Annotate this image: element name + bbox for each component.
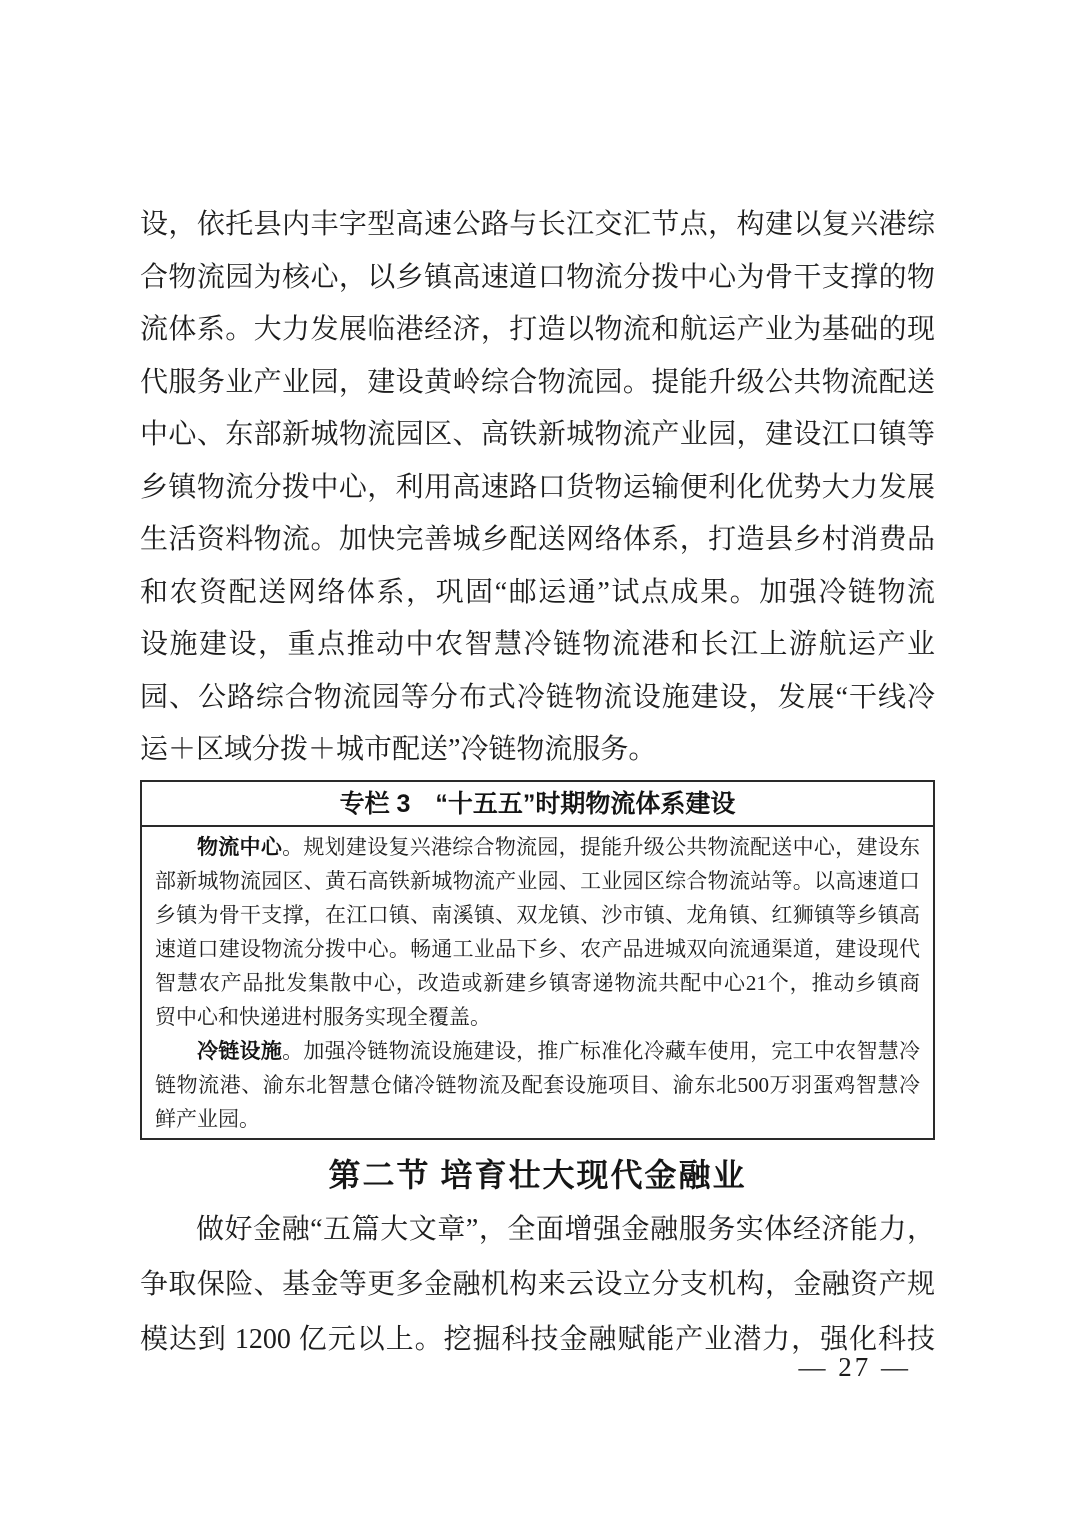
text-line: 流体系。大力发展临港经济，打造以物流和航运产业为基础的现 <box>140 314 935 345</box>
column-box-3 <box>140 780 935 1140</box>
text-line: 智慧农产品批发集散中心，改造或新建乡镇寄递物流共配中心21个，推动乡镇商 <box>155 970 920 995</box>
box-paragraph-lead: 冷链设施 <box>197 1039 283 1063</box>
text-line: 链物流港、渝东北智慧仓储冷链物流及配套设施项目、渝东北500万羽蛋鸡智慧冷 <box>155 1072 920 1097</box>
paragraph-finance <box>140 1202 935 1367</box>
page-content <box>140 0 935 1367</box>
text-line: 乡镇为骨干支撑，在江口镇、南溪镇、双龙镇、沙市镇、龙角镇、红狮镇等乡镇高 <box>155 902 920 927</box>
text-line: 速道口建设物流分拨中心。畅通工业品下乡、农产品进城双向流通渠道，建设现代 <box>155 936 920 961</box>
text-line: 部新城物流园区、黄石高铁新城物流产业园、工业园区综合物流站等。以高速道口 <box>155 868 920 893</box>
text-line: 园、公路综合物流园等分布式冷链物流设施建设，发展“干线冷 <box>140 681 935 713</box>
text-line: 代服务业产业园，建设黄岭综合物流园。提能升级公共物流配送 <box>140 366 935 398</box>
text-line: 争取保险、基金等更多金融机构来云设立分支机构，金融资产规 <box>140 1268 935 1300</box>
column-box-title: 专栏 3 “十五五”时期物流体系建设 <box>142 782 933 827</box>
text-line: 中心、东部新城物流园区、高铁新城物流产业园，建设江口镇等 <box>140 419 935 450</box>
text-line: 鲜产业园。 <box>155 1106 260 1131</box>
box-paragraph-text: 。加强冷链物流设施建设，推广标准化冷藏车使用，完工中农智慧冷 <box>282 1038 921 1063</box>
text-line: 运＋区域分拨＋城市配送”冷链物流服务。 <box>140 734 657 765</box>
box-paragraph-logistics-centers-first-line <box>155 830 920 864</box>
text-line: 合物流园为核心，以乡镇高速道口物流分拨中心为骨干支撑的物 <box>140 261 935 293</box>
box-paragraph-text: 。规划建设复兴港综合物流园，提能升级公共物流配送中心，建设东 <box>282 834 921 859</box>
text-line: 设施建设，重点推动中农智慧冷链物流港和长江上游航运产业 <box>140 629 935 660</box>
text-line: 模达到 1200 亿元以上。挖掘科技金融赋能产业潜力，强化科技 <box>140 1323 935 1355</box>
box-paragraph-lead: 物流中心 <box>197 835 283 859</box>
text-line: 做好金融“五篇大文章”，全面增强金融服务实体经济能力， <box>196 1213 935 1245</box>
text-line: 和农资配送网络体系，巩固“邮运通”试点成果。加强冷链物流 <box>140 576 935 608</box>
column-box-body <box>142 827 933 1138</box>
text-line: 生活资料物流。加快完善城乡配送网络体系，打造县乡村消费品 <box>140 524 935 555</box>
page-number: — 27 — <box>798 1352 911 1382</box>
text-line: 贸中心和快递进村服务实现全覆盖。 <box>155 1004 491 1029</box>
section-heading: 第二节 培育壮大现代金融业 <box>328 1156 747 1193</box>
paragraph-logistics-system <box>140 0 935 777</box>
box-paragraph-cold-chain-first-line <box>155 1034 920 1068</box>
text-line: 设，依托县内丰字型高速公路与长江交汇节点，构建以复兴港综 <box>140 209 935 240</box>
text-line: 乡镇物流分拨中心，利用高速路口货物运输便利化优势大力发展 <box>140 471 935 503</box>
